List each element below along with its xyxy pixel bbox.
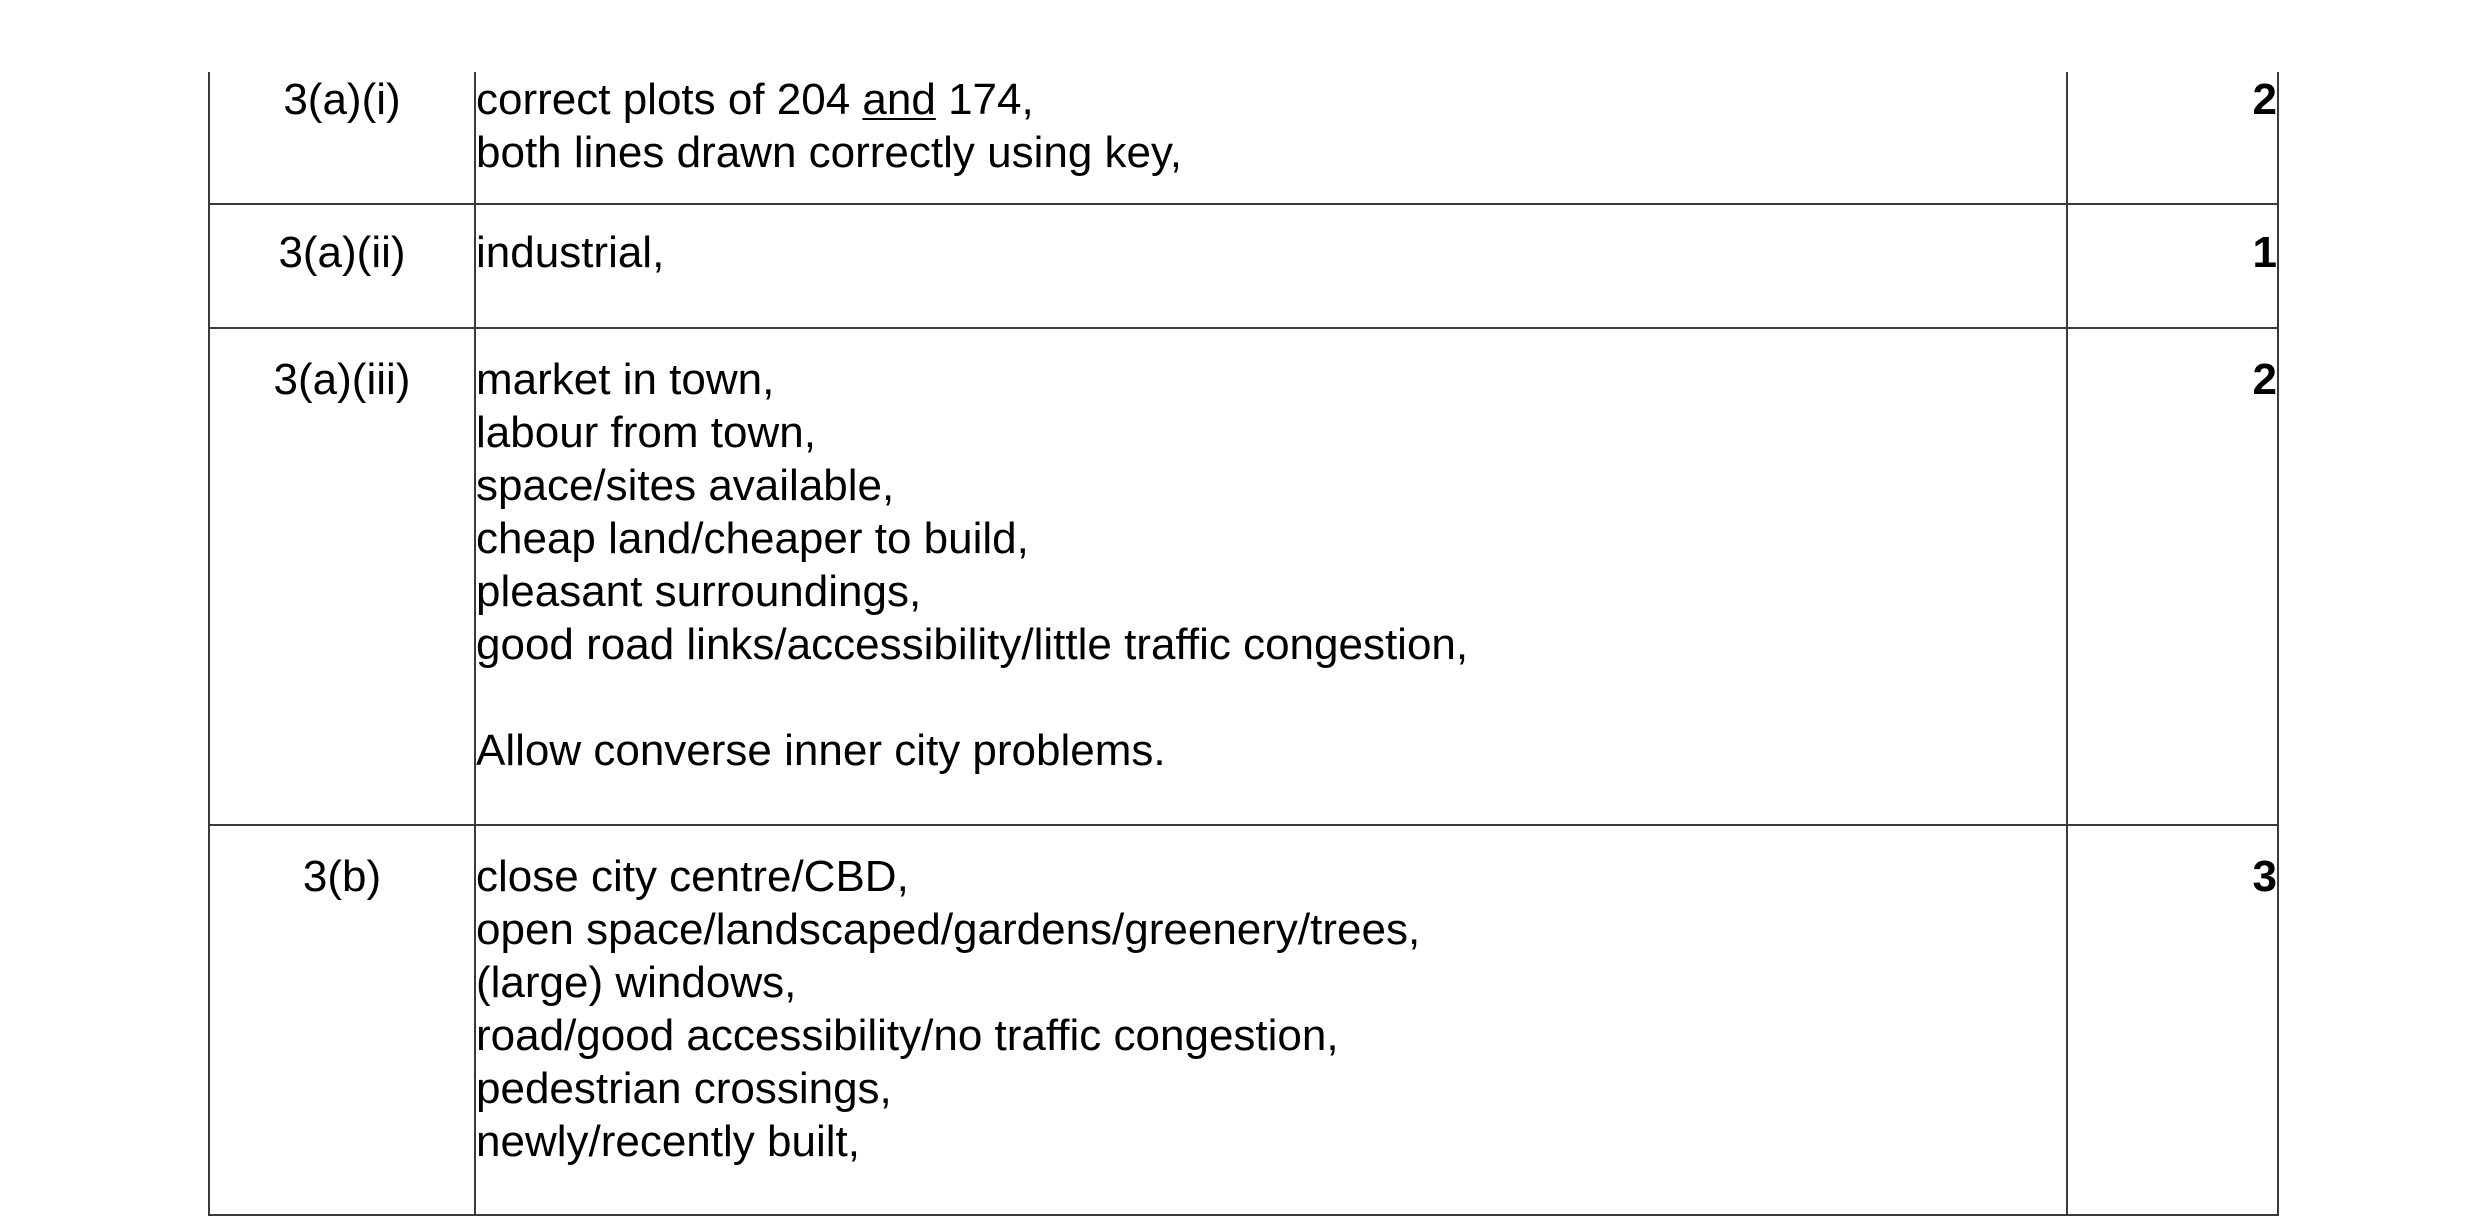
answer-line: industrial, — [476, 228, 665, 277]
answer-line: close city centre/CBD, — [476, 852, 909, 901]
line-gap — [476, 671, 2066, 724]
table-row — [209, 825, 2278, 1215]
table-row — [209, 328, 2278, 825]
answer-line: (large) windows, — [476, 958, 797, 1007]
mark-scheme-table — [208, 72, 2279, 1216]
answer-cell — [475, 204, 2067, 328]
question-number: 3(a)(i) — [209, 72, 475, 204]
answer-note: Allow converse inner city problems. — [476, 726, 1166, 775]
marks-value: 2 — [2067, 328, 2278, 825]
answer-line: cheap land/cheaper to build, — [476, 514, 1029, 563]
answer-cell — [475, 72, 2067, 204]
marks-value: 1 — [2067, 204, 2278, 328]
answer-line: good road links/accessibility/little traffic congestion, — [476, 620, 1469, 669]
answer-line: market in town, — [476, 355, 775, 404]
answer-cell — [475, 328, 2067, 825]
answer-cell — [475, 825, 2067, 1215]
question-number: 3(b) — [209, 825, 475, 1215]
answer-line: newly/recently built, — [476, 1117, 860, 1166]
answer-line: road/good accessibility/no traffic congestion, — [476, 1011, 1339, 1060]
question-number: 3(a)(ii) — [209, 204, 475, 328]
answer-line: pedestrian crossings, — [476, 1064, 892, 1113]
answer-line: pleasant surroundings, — [476, 567, 922, 616]
underlined-word: and — [862, 75, 936, 124]
answer-line: space/sites available, — [476, 461, 895, 510]
answer-line: labour from town, — [476, 408, 816, 457]
marks-value: 3 — [2067, 825, 2278, 1215]
question-number: 3(a)(iii) — [209, 328, 475, 825]
table-row — [209, 72, 2278, 204]
table-row — [209, 204, 2278, 328]
answer-line: open space/landscaped/gardens/greenery/trees, — [476, 905, 1421, 954]
answer-line: both lines drawn correctly using key, — [476, 128, 1182, 177]
answer-line: correct plots of 204 and 174, — [476, 75, 1034, 124]
marks-value: 2 — [2067, 72, 2278, 204]
